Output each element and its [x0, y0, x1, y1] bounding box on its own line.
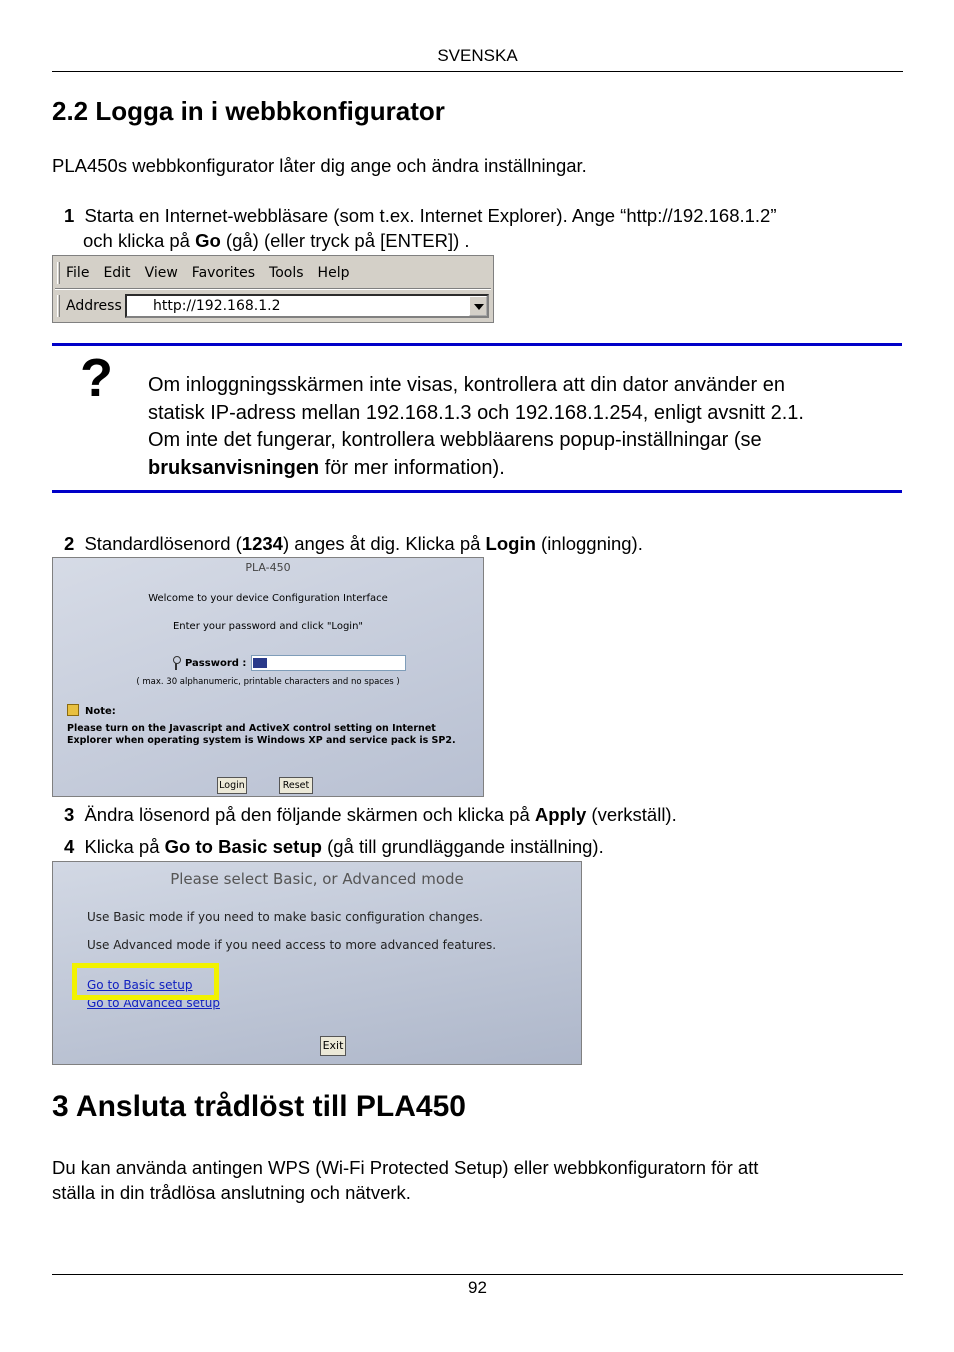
step-2: [64, 531, 643, 556]
password-row: [171, 656, 246, 670]
browser-menu-bar: [57, 260, 363, 286]
step-3-text-b: (verkställ).: [586, 804, 677, 825]
basic-mode-description: Use Basic mode if you need to make basic configuration changes.: [87, 910, 483, 924]
step-3: [64, 802, 677, 827]
menu-help[interactable]: Help: [317, 265, 350, 281]
key-icon: [171, 656, 181, 670]
step-3-text-a: Ändra lösenord på den följande skärmen och klicka på: [84, 804, 535, 825]
login-note-text: Please turn on the Javascript and ActiveX control setting on Internet Explorer when operating system is Windows XP and service pack is SP2.: [67, 723, 456, 746]
address-value: http://192.168.1.2: [153, 298, 281, 314]
address-row: [57, 293, 128, 319]
section-3-title: 3 Ansluta trådlöst till PLA450: [52, 1090, 466, 1123]
step-1-line2: [83, 228, 470, 253]
password-hint: ( max. 30 alphanumeric, printable characters and no spaces ): [136, 677, 400, 687]
step-2-password: 1234: [241, 533, 283, 554]
menu-favorites[interactable]: Favorites: [191, 265, 256, 281]
toolbar-separator: [55, 288, 491, 290]
question-mark-icon: ?: [80, 348, 113, 408]
intro-paragraph: PLA450s webbkonfigurator låter dig ange och ändra inställningar.: [52, 155, 587, 176]
step-3-number: 3: [64, 804, 75, 825]
login-button[interactable]: Login: [217, 777, 247, 794]
note-text: [148, 372, 900, 482]
step-2-number: 2: [64, 533, 75, 554]
step-1-text-end: (gå) (eller tryck på [ENTER]) .: [220, 230, 470, 251]
footer-rule: [52, 1274, 903, 1275]
section-title: 2.2 Logga in i webbkonfigurator: [52, 96, 445, 126]
highlight-box: [72, 963, 219, 1000]
browser-toolbar-screenshot: [52, 255, 494, 323]
reset-button[interactable]: Reset: [279, 777, 313, 794]
note-line-2: statisk IP-adress mellan 192.168.1.3 och 192.168.1.254, enligt avsnitt 2.1.: [148, 401, 804, 424]
menu-tools[interactable]: Tools: [269, 265, 304, 281]
step-4-text-b: (gå till grundläggande inställning).: [321, 836, 604, 857]
exit-button[interactable]: Exit: [320, 1036, 346, 1056]
header-rule: [52, 71, 903, 72]
address-input[interactable]: [125, 294, 489, 318]
step-4: [64, 834, 604, 859]
note-line-4: [148, 455, 900, 483]
password-mask: [253, 658, 267, 668]
step-1-go: Go: [195, 230, 221, 251]
address-dropdown-icon[interactable]: [469, 296, 487, 316]
note-top-rule: [52, 343, 902, 346]
menu-edit[interactable]: Edit: [103, 265, 131, 281]
address-grip: [57, 295, 60, 317]
page-header: SVENSKA: [437, 46, 518, 65]
menu-view[interactable]: View: [144, 265, 178, 281]
page-number: 92: [468, 1278, 487, 1297]
step-1-line1: Starta en Internet-webbläsare (som t.ex. Internet Explorer). Ange “http://192.168.1.2”: [84, 205, 777, 226]
step-2-text-a: Standardlösenord (: [84, 533, 242, 554]
note-icon: [67, 704, 79, 716]
go-to-advanced-setup-link[interactable]: Go to Advanced setup: [87, 996, 220, 1010]
step-1: [64, 203, 777, 228]
note-line-1: Om inloggningsskärmen inte visas, kontrollera att din dator använder en: [148, 374, 786, 396]
login-instruction: Enter your password and click "Login": [172, 621, 364, 632]
login-welcome: Welcome to your device Configuration Interface: [148, 593, 388, 604]
address-label: Address: [66, 298, 122, 314]
step-2-text-b: ) anges åt dig. Klicka på: [282, 533, 486, 554]
note-bottom-rule: [52, 490, 902, 493]
step-4-text-a: Klicka på: [84, 836, 165, 857]
password-label: Password :: [185, 657, 247, 669]
note-line-3: Om inte det fungerar, kontrollera webbläarens popup-inställningar (se: [148, 429, 762, 451]
go-to-basic-setup-link[interactable]: Go to Basic setup: [87, 978, 193, 992]
login-screen-screenshot: [52, 557, 484, 797]
section-3-line-2: ställa in din trådlösa anslutning och nätverk.: [52, 1182, 411, 1203]
step-3-apply: Apply: [534, 804, 587, 825]
step-4-basic-setup: Go to Basic setup: [164, 836, 322, 857]
step-1-number: 1: [64, 205, 75, 226]
note-line-4-end: för mer information).: [319, 456, 505, 479]
login-note-label: Note:: [85, 706, 116, 717]
toolbar-grip: [57, 262, 60, 284]
section-3-line-1: Du kan använda antingen WPS (Wi-Fi Protected Setup) eller webbkonfiguratorn för att: [52, 1157, 759, 1178]
step-4-number: 4: [64, 836, 75, 857]
login-title: PLA-450: [245, 561, 291, 574]
mode-select-screenshot: [52, 861, 582, 1065]
password-input[interactable]: [251, 655, 406, 671]
step-2-text-c: (inloggning).: [535, 533, 643, 554]
menu-file[interactable]: File: [66, 265, 90, 281]
note-manual: bruksanvisningen: [148, 456, 320, 479]
mode-title: Please select Basic, or Advanced mode: [170, 870, 464, 888]
step-2-login: Login: [485, 533, 536, 554]
advanced-mode-description: Use Advanced mode if you need access to more advanced features.: [87, 938, 497, 952]
step-1-text: och klicka på: [83, 230, 196, 251]
